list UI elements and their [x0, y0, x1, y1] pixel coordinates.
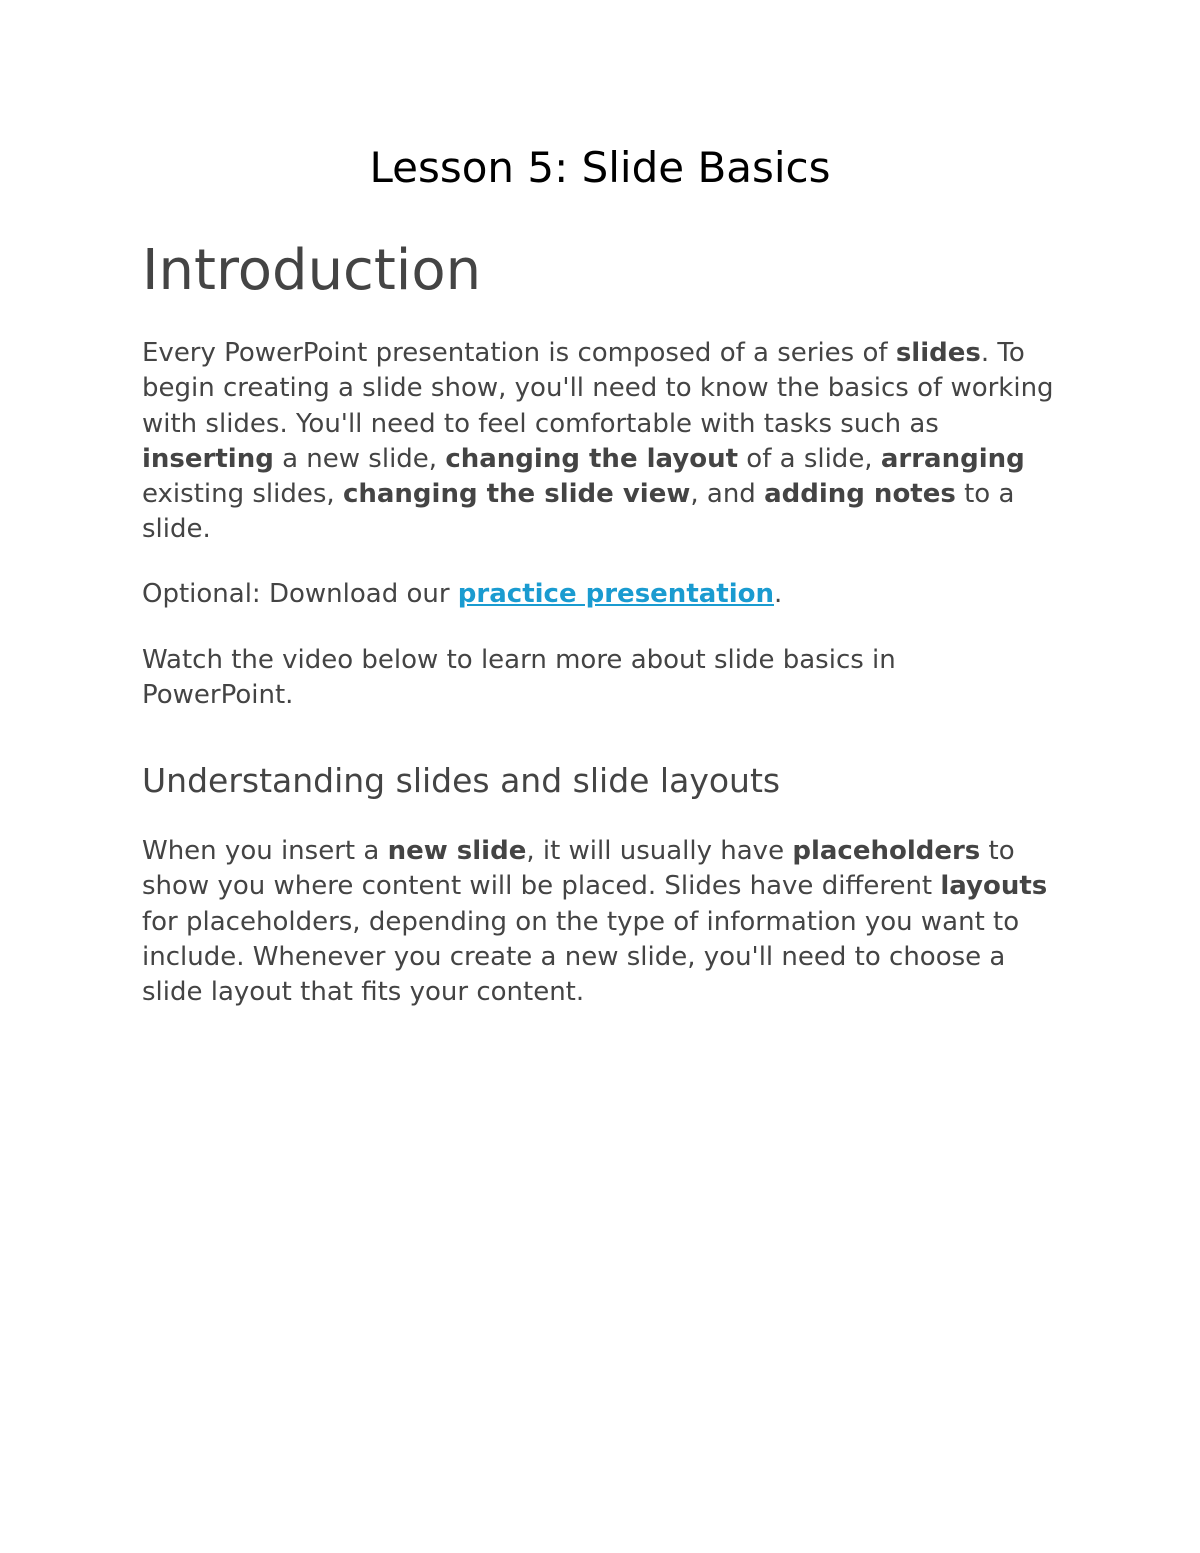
intro-bold-arranging: arranging	[880, 443, 1025, 474]
intro-text-4: of a slide,	[738, 443, 881, 474]
intro-bold-slides: slides	[895, 338, 981, 368]
layouts-text-4: for placeholders, depending on the type of information you want to include. Whenever you create a new slide, you'll need to choose a slide layout that fits your content.	[142, 906, 1020, 1008]
intro-bold-inserting: inserting	[142, 443, 274, 474]
layouts-paragraph	[142, 834, 1062, 1010]
practice-presentation-link[interactable]: practice presentation	[457, 579, 774, 609]
optional-text-2: .	[774, 579, 783, 609]
intro-text-7: to a slide.	[142, 479, 1015, 545]
video-paragraph: Watch the video below to learn more about slide basics in PowerPoint.	[142, 645, 896, 711]
introduction-heading: Introduction	[142, 238, 482, 303]
intro-text-3: a new slide,	[273, 443, 446, 474]
layouts-text-3: to show you where content will be placed. Slides have different	[142, 836, 1015, 902]
layouts-text-2: , it will usually have	[526, 836, 793, 866]
section-heading: Understanding slides and slide layouts	[142, 761, 781, 800]
optional-text-1: Optional: Download our	[142, 579, 458, 609]
intro-text-1: Every PowerPoint presentation is composed of a series of	[142, 338, 896, 368]
layouts-bold-new-slide: new slide	[387, 836, 527, 866]
intro-text-2: . To begin creating a slide show, you'll need to know the basics of working with slides. You'll need to feel comfortable with tasks such as	[142, 338, 1054, 439]
layouts-text-1: When you insert a	[142, 836, 388, 866]
intro-text-5: existing slides,	[142, 479, 343, 510]
intro-bold-adding-notes: adding notes	[764, 479, 956, 510]
optional-paragraph	[142, 577, 1062, 612]
intro-bold-changing-view: changing the slide view	[342, 479, 691, 510]
intro-paragraph	[142, 336, 1062, 548]
lesson-title: Lesson 5: Slide Basics	[369, 143, 831, 192]
layouts-bold-placeholders: placeholders	[792, 836, 981, 866]
layouts-bold-layouts: layouts	[940, 871, 1048, 902]
intro-text-6: , and	[690, 479, 765, 510]
intro-bold-changing-layout: changing the layout	[445, 443, 739, 474]
